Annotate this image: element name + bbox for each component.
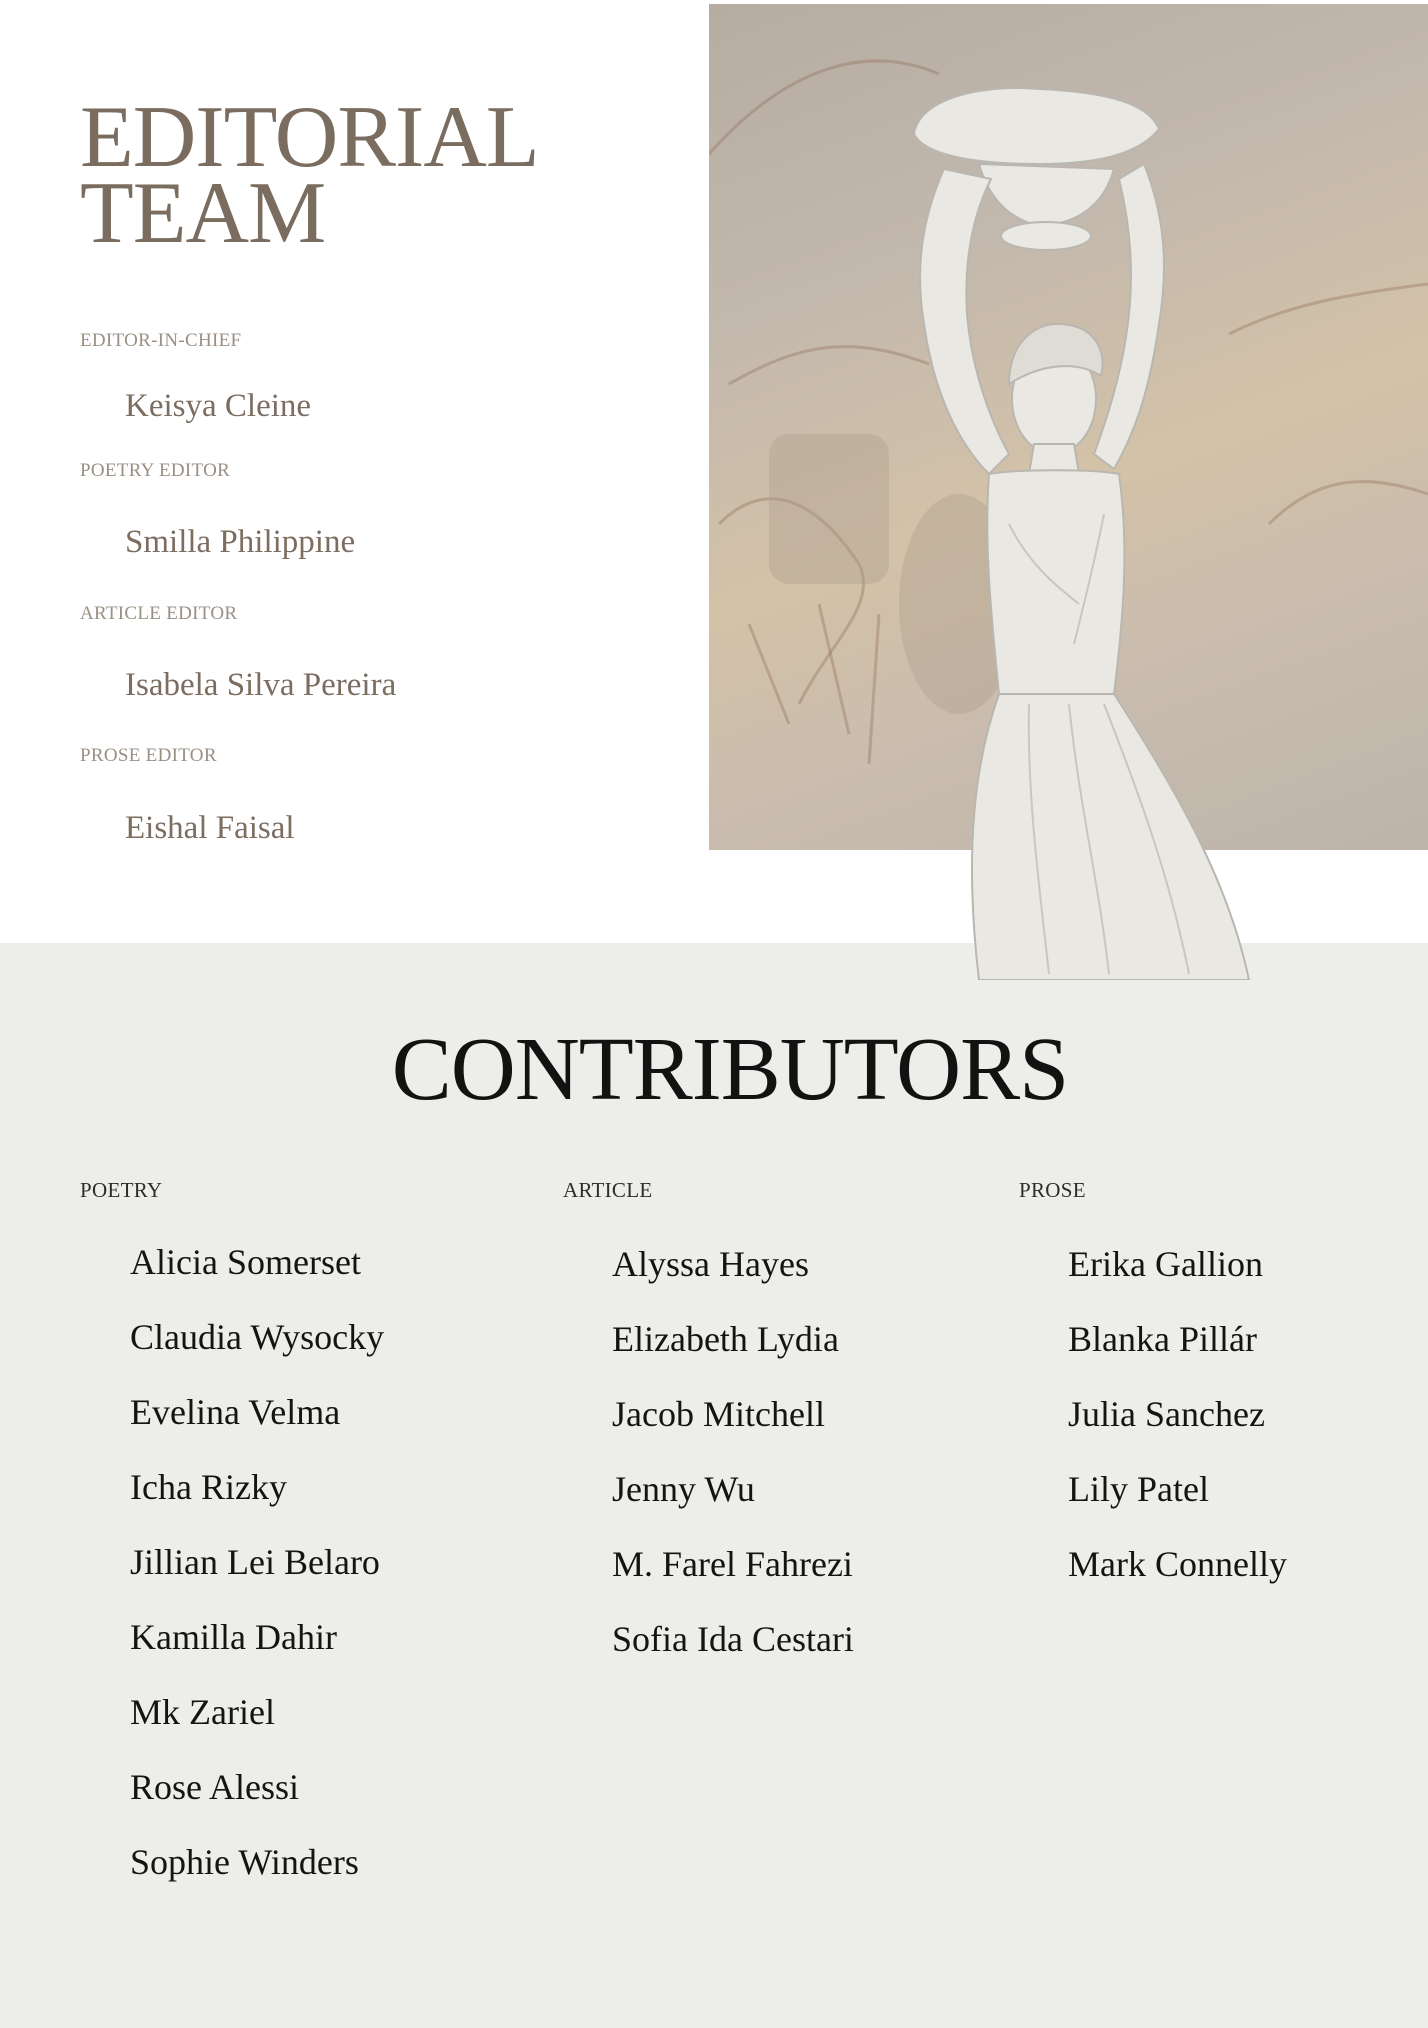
member-name-prose-editor: Eishal Faisal <box>125 810 295 846</box>
poetry-contributors-list <box>130 1225 384 1900</box>
list-item: Erika Gallion <box>1068 1244 1263 1284</box>
list-item: Icha Rizky <box>130 1467 287 1507</box>
contributors-title: CONTRIBUTORS <box>391 1020 1069 1119</box>
role-label-poetry-editor: POETRY EDITOR <box>80 460 231 481</box>
member-name-article-editor: Isabela Silva Pereira <box>125 667 397 703</box>
list-item: Evelina Velma <box>130 1392 341 1432</box>
role-label-article-editor: ARTICLE EDITOR <box>80 603 238 624</box>
list-item: Sofia Ida Cestari <box>612 1619 854 1659</box>
column-label-prose: PROSE <box>1019 1178 1086 1202</box>
prose-contributors-list <box>1068 1227 1287 1602</box>
list-item: Jenny Wu <box>612 1469 755 1509</box>
list-item: Lily Patel <box>1068 1469 1209 1509</box>
role-label-prose-editor: PROSE EDITOR <box>80 745 217 766</box>
editorial-title <box>80 89 539 262</box>
editorial-title-line2: TEAM <box>80 165 326 262</box>
list-item: Kamilla Dahir <box>130 1617 337 1657</box>
list-item: Alicia Somerset <box>130 1242 361 1282</box>
statue-artwork <box>709 4 1428 850</box>
column-label-poetry: POETRY <box>80 1178 163 1202</box>
list-item: Jacob Mitchell <box>612 1394 825 1434</box>
list-item: Sophie Winders <box>130 1842 359 1882</box>
list-item: Mark Connelly <box>1068 1544 1287 1584</box>
list-item: Jillian Lei Belaro <box>130 1542 380 1582</box>
list-item: Mk Zariel <box>130 1692 275 1732</box>
column-label-article: ARTICLE <box>563 1178 653 1202</box>
list-item: Julia Sanchez <box>1068 1394 1265 1434</box>
list-item: Alyssa Hayes <box>612 1244 809 1284</box>
list-item: Rose Alessi <box>130 1767 300 1807</box>
member-name-editor-in-chief: Keisya Cleine <box>125 388 312 424</box>
list-item: M. Farel Fahrezi <box>612 1544 853 1584</box>
list-item: Blanka Pillár <box>1068 1319 1257 1359</box>
editorial-title-line1: EDITORIAL <box>80 89 539 186</box>
member-name-poetry-editor: Smilla Philippine <box>125 524 356 560</box>
role-label-editor-in-chief: EDITOR-IN-CHIEF <box>80 330 242 351</box>
article-contributors-list <box>612 1227 854 1677</box>
list-item: Claudia Wysocky <box>130 1317 385 1357</box>
list-item: Elizabeth Lydia <box>612 1319 839 1359</box>
statue-icon <box>709 4 1428 980</box>
